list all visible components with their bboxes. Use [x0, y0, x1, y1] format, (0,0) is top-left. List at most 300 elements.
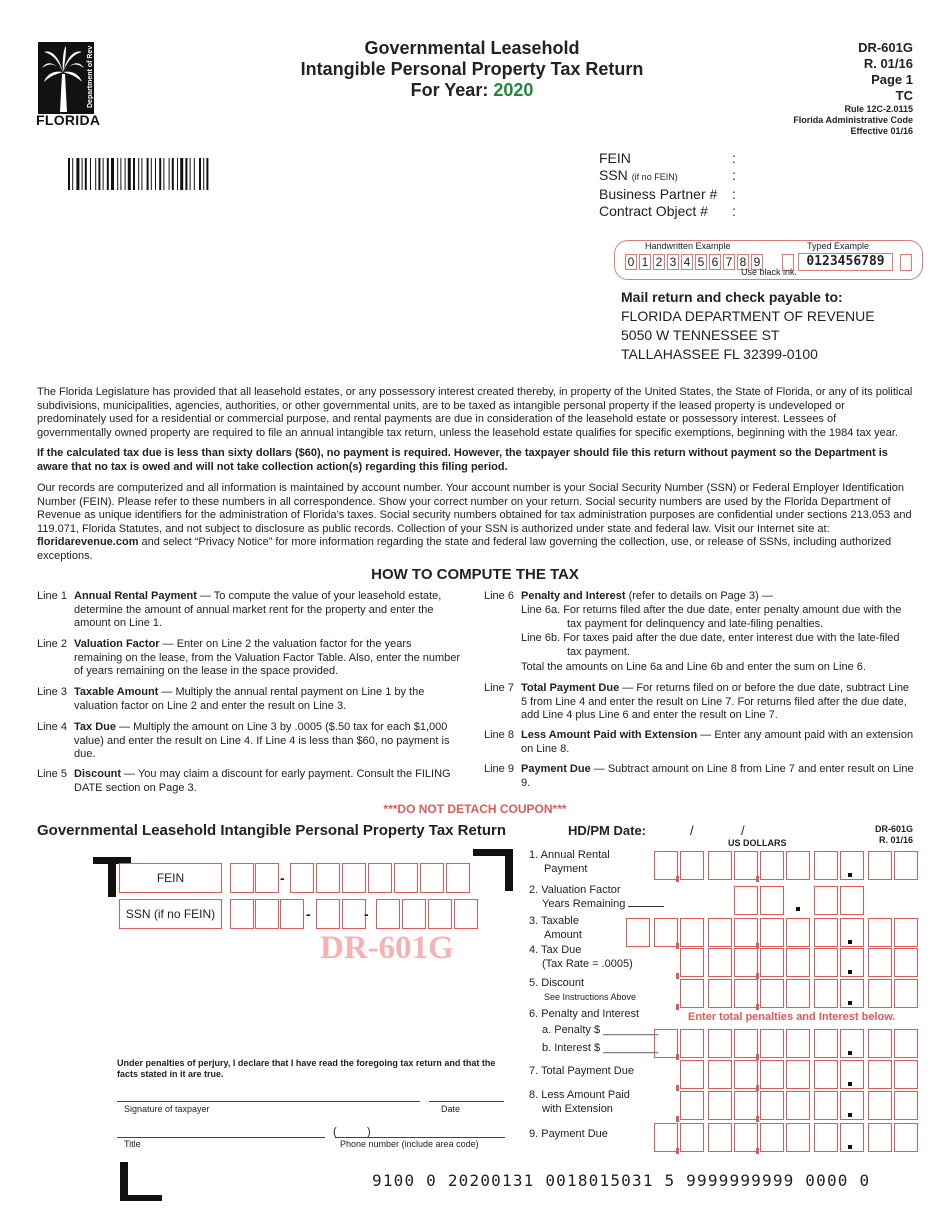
- valuation-factor-box[interactable]: [760, 886, 784, 915]
- line-title: Penalty and Interest: [521, 590, 626, 602]
- valuation-factor-box[interactable]: [840, 886, 864, 915]
- decimal-point: [848, 1051, 852, 1055]
- line-title: Payment Due: [521, 763, 591, 775]
- amount-digit-box[interactable]: [840, 979, 864, 1008]
- amount-digit-box[interactable]: [654, 1029, 678, 1058]
- amount-digit-box[interactable]: [786, 1060, 810, 1089]
- account-identifiers: [599, 150, 736, 220]
- amount-digit-box[interactable]: [894, 1123, 918, 1152]
- line-text: [521, 590, 914, 604]
- fein-digit-box[interactable]: [420, 863, 444, 893]
- line-body: (refer to details on Page 3) —: [625, 590, 773, 602]
- barcode-bar: [68, 158, 70, 190]
- contract-object-row: [599, 203, 736, 220]
- amount-digit-box[interactable]: [734, 1029, 758, 1058]
- barcode-bar: [103, 158, 104, 190]
- thousands-separator: [756, 1004, 763, 1010]
- barcode-bar: [133, 158, 135, 190]
- department-of-revenue-text: Department of Revenue: [87, 46, 94, 108]
- digit-1: 1: [639, 254, 651, 270]
- line-text: [74, 768, 462, 795]
- page-number: Page 1: [871, 72, 913, 87]
- privacy-text: Our records are computerized and all information is maintained by account number. Your account number is your Social Security Number (SSN) or Federal Employer Identification Number (FEIN). Please refer to these numbers in all correspondence. Show your correct number on your return. Social security numbers are used by the Florida Department of Revenue as unique identifiers for the administration of Florida's taxes. Social security numbers obtained for tax administration purposes are confidential under sections 213.053 and 119.071, Florida Statutes, and not subject to disclosure as public records. Collection of your SSN is authorized under state and federal law. Visit our Internet site at:: [37, 482, 912, 535]
- amount-digit-box[interactable]: [760, 1029, 784, 1058]
- form-identifier: [793, 40, 913, 137]
- how-to-heading: HOW TO COMPUTE THE TAX: [371, 566, 579, 583]
- enter-total-penalties-note: Enter total penalties and Interest below.: [688, 1011, 896, 1023]
- amount-digit-box[interactable]: [680, 1091, 704, 1120]
- digit-3: 3: [667, 254, 679, 270]
- line-text: [74, 721, 462, 762]
- line-3-label: 3. Taxable: [529, 915, 579, 927]
- amount-digit-box[interactable]: [814, 1029, 838, 1058]
- digit-8: 8: [737, 254, 749, 270]
- amount-digit-box[interactable]: [786, 918, 810, 947]
- registration-mark: [108, 857, 116, 897]
- line-5-label: 5. Discount: [529, 977, 585, 989]
- amount-digit-box[interactable]: [786, 979, 810, 1008]
- instruction-line-1: [37, 590, 462, 632]
- instruction-line-2: [37, 638, 462, 680]
- barcode-bar: [117, 158, 118, 190]
- signature-line[interactable]: [117, 1101, 420, 1102]
- amount-digit-box[interactable]: [840, 1029, 864, 1058]
- line-5-note: See Instructions Above: [544, 991, 637, 1002]
- fein-digit-box[interactable]: [446, 863, 470, 893]
- empty-box: [900, 254, 912, 271]
- amount-digit-box[interactable]: [734, 948, 758, 977]
- form-watermark: DR-601G: [320, 930, 454, 966]
- line-4-label: 4. Tax Due: [529, 944, 582, 956]
- barcode-bar: [172, 158, 174, 190]
- phone-paren-open: (: [333, 1126, 337, 1138]
- thousands-separator: [756, 1116, 763, 1122]
- perjury-statement: Under penalties of perjury, I declare that I have read the foregoing tax return and that the facts stated in it are true.: [117, 1058, 496, 1079]
- ssn-colon: :: [732, 167, 736, 183]
- registration-mark: [505, 849, 513, 891]
- amount-digit-box[interactable]: [708, 1091, 732, 1120]
- line-body: — Subtract amount on Line 8 from Line 7 and enter result on Line 9.: [521, 763, 914, 789]
- amount-digit-box[interactable]: [708, 979, 732, 1008]
- barcode-bar: [147, 158, 149, 190]
- revision: R. 01/16: [863, 56, 913, 71]
- amount-digit-box[interactable]: [786, 948, 810, 977]
- barcode-bar: [141, 158, 142, 190]
- instruction-line-6a: [521, 604, 914, 631]
- mail-line-1: FLORIDA DEPARTMENT OF REVENUE: [621, 308, 875, 324]
- ssn-digit-box[interactable]: [342, 899, 366, 929]
- tax-year: 2020: [493, 80, 534, 100]
- decimal-point: [848, 1113, 852, 1117]
- thousands-separator: [676, 1004, 683, 1010]
- barcode-bar: [190, 158, 191, 190]
- thousands-separator: [756, 1148, 763, 1154]
- business-partner-colon: :: [732, 186, 736, 202]
- decimal-point: [796, 907, 800, 911]
- coupon-line-3: [529, 915, 582, 942]
- amount-digit-box[interactable]: [626, 918, 650, 947]
- amount-digit-box[interactable]: [868, 918, 892, 947]
- logo-text: FLORIDA: [36, 112, 101, 128]
- valuation-factor-box[interactable]: [814, 886, 838, 915]
- decimal-point: [848, 940, 852, 944]
- amount-digit-box[interactable]: [734, 918, 758, 947]
- title-line-1: Governmental Leasehold: [364, 38, 580, 58]
- ssn-field-label: SSN (if no FEIN): [119, 899, 222, 929]
- amount-digit-box[interactable]: [894, 1091, 918, 1120]
- instruction-line-8: [484, 729, 914, 757]
- digit-5: 5: [695, 254, 707, 270]
- coupon-revision: R. 01/16: [878, 835, 913, 845]
- amount-digit-box[interactable]: [868, 1091, 892, 1120]
- line-title: Annual Rental Payment: [74, 590, 197, 602]
- amount-digit-box[interactable]: [894, 1060, 918, 1089]
- amount-digit-box[interactable]: [708, 948, 732, 977]
- line-number: Line 7: [484, 682, 514, 694]
- instruction-line-6-total: Total the amounts on Line 6a and Line 6b and enter the sum on Line 6.: [521, 661, 866, 673]
- phone-line[interactable]: [335, 1137, 505, 1138]
- title-line-3: [270, 80, 674, 101]
- intro-paragraph-2: If the calculated tax due is less than sixty dollars ($60), no payment is required. However, the taxpayer should file this return without payment so the Department is aware that no tax is owed and will not take collection action(s) regarding this filing period.: [37, 447, 888, 473]
- ssn-digit-box[interactable]: [402, 899, 426, 929]
- line-number: Line 4: [37, 721, 67, 733]
- department-of-revenue-label: [84, 46, 94, 110]
- line-number: Line 3: [37, 686, 67, 698]
- coupon-line-2: [529, 884, 664, 911]
- amount-digit-box[interactable]: [734, 979, 758, 1008]
- amount-digit-box[interactable]: [868, 851, 892, 880]
- amount-digit-box[interactable]: [734, 851, 758, 880]
- line-body: — For returns filed on or before the due date, subtract Line 5 from Line 4 and enter the result on Line 7. For returns filed after the due date, add Line 4 plus Line 6 and enter the result on Line 7.: [521, 682, 910, 722]
- amount-digit-box[interactable]: [680, 979, 704, 1008]
- title-label: Title: [124, 1139, 141, 1149]
- fein-digit-box[interactable]: [368, 863, 392, 893]
- instruction-line-9: [484, 763, 914, 791]
- digit-0: 0: [625, 254, 637, 270]
- dor-website-link[interactable]: floridarevenue.com: [37, 536, 139, 549]
- line-2-label: 2. Valuation Factor: [529, 884, 621, 896]
- business-partner-row: [599, 186, 736, 203]
- amount-digit-box[interactable]: [786, 1091, 810, 1120]
- ssn-digit-box[interactable]: [316, 899, 340, 929]
- barcode-bar: [185, 158, 187, 190]
- amount-digit-box[interactable]: [760, 851, 784, 880]
- coupon-line-9: 9. Payment Due: [529, 1128, 608, 1140]
- fein-digit-box[interactable]: [230, 863, 254, 893]
- amount-digit-box[interactable]: [840, 1123, 864, 1152]
- amount-digit-box[interactable]: [734, 1060, 758, 1089]
- line-title: Valuation Factor: [74, 638, 160, 650]
- us-dollars-label: US DOLLARS: [728, 838, 787, 848]
- phone-paren-close: ): [367, 1126, 371, 1138]
- line-text: [521, 763, 914, 790]
- amount-digit-box[interactable]: [894, 979, 918, 1008]
- coupon-line-1: [529, 849, 610, 876]
- amount-digit-box[interactable]: [708, 1029, 732, 1058]
- ssn-row: [599, 167, 736, 186]
- ssn-digit-box[interactable]: [454, 899, 478, 929]
- amount-digit-box[interactable]: [868, 1123, 892, 1152]
- line-body: — Multiply the annual rental payment on Line 1 by the valuation factor on Line 2 and enter the result on Line 3.: [74, 686, 425, 712]
- amount-digit-box[interactable]: [680, 851, 704, 880]
- amount-digit-box[interactable]: [840, 1060, 864, 1089]
- amount-digit-box[interactable]: [708, 851, 732, 880]
- digit-2: 2: [653, 254, 665, 270]
- barcode-bar: [206, 158, 208, 190]
- amount-digit-box[interactable]: [894, 918, 918, 947]
- line-1-label: 1. Annual Rental: [529, 849, 610, 861]
- barcode: [68, 158, 258, 190]
- date-label: Date: [441, 1104, 461, 1114]
- amount-digit-box[interactable]: [760, 1123, 784, 1152]
- fein-digit-box[interactable]: [394, 863, 418, 893]
- ssn-note: (if no FEIN): [631, 172, 678, 182]
- line-number: Line 9: [484, 763, 514, 775]
- line-title: Total Payment Due: [521, 682, 620, 694]
- amount-digit-box[interactable]: [708, 918, 732, 947]
- amount-digit-box[interactable]: [814, 1123, 838, 1152]
- line-body: — Multiply the amount on Line 3 by .0005 ($.50 tax for each $1,000 value) and enter the result on Line 4. If Line 4 is less than $60, no payment is due.: [74, 721, 450, 761]
- decimal-point: [848, 873, 852, 877]
- amount-digit-box[interactable]: [814, 979, 838, 1008]
- amount-digit-box[interactable]: [894, 948, 918, 977]
- barcode-bar: [72, 158, 73, 190]
- amount-digit-box[interactable]: [760, 1060, 784, 1089]
- ssn-label: [599, 167, 732, 186]
- coupon-title: Governmental Leasehold Intangible Personal Property Tax Return: [37, 822, 506, 839]
- amount-digit-box[interactable]: [868, 979, 892, 1008]
- do-not-detach-notice: ***DO NOT DETACH COUPON***: [383, 802, 567, 816]
- ink-note: Use black ink.: [741, 267, 798, 277]
- contract-object-label: Contract Object #: [599, 203, 708, 219]
- mail-line-3: TALLAHASSEE FL 32399-0100: [621, 346, 818, 362]
- amount-digit-box[interactable]: [814, 851, 838, 880]
- barcode-bar: [199, 158, 201, 190]
- date-separator: /: [741, 823, 745, 838]
- amount-digit-box[interactable]: [814, 948, 838, 977]
- barcode-bar: [90, 158, 91, 190]
- instruction-line-6b: [521, 632, 914, 659]
- line-text: [74, 686, 462, 713]
- ssn-digit-box[interactable]: [376, 899, 400, 929]
- date-separator: /: [690, 823, 694, 838]
- barcode-bar: [177, 158, 178, 190]
- line-title: Discount: [74, 768, 122, 780]
- amount-digit-box[interactable]: [786, 1123, 810, 1152]
- line-title: Tax Due: [74, 721, 116, 733]
- coupon-line-4: [529, 944, 633, 971]
- amount-digit-box[interactable]: [760, 979, 784, 1008]
- amount-digit-box[interactable]: [760, 948, 784, 977]
- line-8-label: 8. Less Amount Paid: [529, 1089, 630, 1101]
- amount-digit-box[interactable]: [868, 948, 892, 977]
- amount-digit-box[interactable]: [786, 851, 810, 880]
- title-line-2: Intangible Personal Property Tax Return: [300, 59, 644, 79]
- fein-label: FEIN: [599, 150, 631, 166]
- ssn-digit-box[interactable]: [230, 899, 254, 929]
- amount-digit-box[interactable]: [786, 1029, 810, 1058]
- amount-digit-box[interactable]: [840, 918, 864, 947]
- registration-mark: [120, 1195, 162, 1201]
- barcode-bar: [82, 158, 83, 190]
- line-text: [74, 638, 462, 679]
- date-line[interactable]: [429, 1101, 504, 1102]
- ssn-dash: -: [306, 906, 311, 922]
- line-body: — Enter on Line 2 the valuation factor for the years remaining on the lease, from the Valuation Factor Table. Also, enter the number of years remaining on the lease in the space provided.: [74, 638, 461, 678]
- penalty-input[interactable]: a. Penalty $ _________: [542, 1023, 659, 1036]
- amount-digit-box[interactable]: [760, 918, 784, 947]
- amount-digit-box[interactable]: [814, 1060, 838, 1089]
- amount-digit-box[interactable]: [894, 851, 918, 880]
- phone-label: Phone number (include area code): [340, 1139, 479, 1149]
- amount-digit-box[interactable]: [840, 948, 864, 977]
- amount-digit-box[interactable]: [734, 1091, 758, 1120]
- instruction-line-7: [484, 682, 914, 724]
- decimal-point: [848, 1082, 852, 1086]
- barcode-bar: [155, 158, 156, 190]
- line-number: Line 8: [484, 729, 514, 741]
- typed-example-label: Typed Example: [807, 241, 870, 251]
- amount-digit-box[interactable]: [868, 1029, 892, 1058]
- handwritten-example-label: Handwritten Example: [645, 241, 731, 251]
- digit-4: 4: [681, 254, 693, 270]
- line-title: Less Amount Paid with Extension: [521, 729, 698, 741]
- line-6b-text: Line 6b. For taxes paid after the due date, enter interest due with the late-filed tax payment.: [521, 632, 900, 658]
- coupon-line-5: [529, 977, 636, 1004]
- barcode-bar: [194, 158, 195, 190]
- amount-digit-box[interactable]: [760, 1091, 784, 1120]
- amount-digit-box[interactable]: [680, 948, 704, 977]
- intro-paragraph-1: The Florida Legislature has provided that all leasehold estates, or any possessory interest created thereby, in property of the United States, the State of Florida, or any of its political subdivisions, municipalities, agencies, authorities, or other governmental units, are to be taxed as intangible personal property if the leased property is undeveloped or predominately used for a residential or commercial purpose, and rental payments are due in consideration of the leasehold estate or possessory interest. Lessees of governmentally owned property are required to file an annual intangible tax return, unless the leasehold estate qualifies for specific exemptions, beginning with the 1984 tax year.: [37, 386, 913, 439]
- barcode-bar: [203, 158, 204, 190]
- barcode-bar: [151, 158, 152, 190]
- years-remaining-input[interactable]: [628, 906, 664, 907]
- coupon-line-6: [529, 1008, 658, 1056]
- amount-digit-box[interactable]: [894, 1029, 918, 1058]
- digit-9: 9: [751, 254, 763, 270]
- amount-digit-box[interactable]: [680, 918, 704, 947]
- title-line[interactable]: [117, 1137, 325, 1138]
- tc-label: TC: [895, 88, 913, 103]
- amount-digit-box[interactable]: [868, 1060, 892, 1089]
- line-1-label-2: Payment: [544, 862, 588, 875]
- barcode-bar: [98, 158, 100, 190]
- fein-digit-box[interactable]: [290, 863, 314, 893]
- fein-digit-box[interactable]: [342, 863, 366, 893]
- barcode-bar: [95, 158, 96, 190]
- rule: Rule 12C-2.0115: [844, 104, 913, 114]
- amount-digit-box[interactable]: [734, 1123, 758, 1152]
- barcode-bar: [107, 158, 109, 190]
- line-text: [521, 682, 914, 723]
- ssn-digit-box[interactable]: [428, 899, 452, 929]
- instruction-line-4: [37, 721, 462, 763]
- form-title: [270, 38, 674, 101]
- line-number: Line 6: [484, 590, 514, 602]
- amount-digit-box[interactable]: [840, 1091, 864, 1120]
- instruction-line-5: [37, 768, 462, 796]
- line-6a-text: Line 6a. For returns filed after the due date, enter penalty amount due with the tax payment for delinquency and late-filing penalties.: [521, 604, 902, 630]
- barcode-bar: [163, 158, 164, 190]
- line-text: [74, 590, 462, 631]
- instruction-line-6: [484, 590, 914, 604]
- amount-digit-box[interactable]: [680, 1029, 704, 1058]
- decimal-point: [848, 1001, 852, 1005]
- intro-paragraph-3: [37, 482, 913, 564]
- mail-line-2: 5050 W TENNESSEE ST: [621, 327, 780, 343]
- decimal-point: [848, 970, 852, 974]
- line-body: — To compute the value of your leasehold estate, determine the amount of annual market rent for the property and enter the amount on Line 1.: [74, 590, 442, 630]
- fein-dash: -: [280, 870, 285, 886]
- interest-input[interactable]: b. Interest $ _________: [542, 1042, 659, 1055]
- amount-digit-box[interactable]: [654, 851, 678, 880]
- barcode-bar: [111, 158, 114, 190]
- admin-code: Florida Administrative Code: [793, 115, 913, 125]
- amount-digit-box[interactable]: [654, 1123, 678, 1152]
- barcode-bar: [159, 158, 161, 190]
- amount-digit-box[interactable]: [814, 1091, 838, 1120]
- line-number: Line 1: [37, 590, 67, 602]
- effective-date: Effective 01/16: [850, 126, 913, 136]
- fein-row: [599, 150, 736, 167]
- line-2-label-2: [529, 898, 664, 912]
- line-body: — Enter any amount paid with an extension on Line 8.: [521, 729, 914, 755]
- mail-heading: Mail return and check payable to:: [621, 289, 843, 305]
- amount-digit-box[interactable]: [814, 918, 838, 947]
- thousands-separator: [676, 1116, 683, 1122]
- line-number: Line 5: [37, 768, 67, 780]
- digit-6: 6: [709, 254, 721, 270]
- fein-field-label: FEIN: [119, 863, 222, 893]
- amount-digit-box[interactable]: [680, 1060, 704, 1089]
- line-title: Taxable Amount: [74, 686, 159, 698]
- thousands-separator: [676, 876, 683, 882]
- thousands-separator: [676, 1148, 683, 1154]
- line-8-label-2: with Extension: [542, 1102, 613, 1115]
- amount-digit-box[interactable]: [708, 1060, 732, 1089]
- ocr-scan-line: 9100 0 20200131 0018015031 5 9999999999 0000 0: [372, 1171, 871, 1190]
- amount-digit-box[interactable]: [708, 1123, 732, 1152]
- instruction-line-3: [37, 686, 462, 714]
- barcode-bar: [120, 158, 121, 190]
- coupon-form-number: DR-601G: [874, 824, 913, 834]
- amount-digit-box[interactable]: [654, 918, 678, 947]
- business-partner-label: Business Partner #: [599, 186, 718, 202]
- barcode-bar: [180, 158, 183, 190]
- ssn-digit-box[interactable]: [280, 899, 304, 929]
- privacy-text-end: and select “Privacy Notice” for more information regarding the state and federal law governing the collection, use, or release of SSNs, including authorized exceptions.: [37, 536, 892, 562]
- signature-label: Signature of taxpayer: [124, 1104, 210, 1114]
- barcode-bar: [85, 158, 87, 190]
- thousands-separator: [756, 876, 763, 882]
- valuation-factor-box[interactable]: [734, 886, 758, 915]
- coupon-line-7: 7. Total Payment Due: [529, 1065, 634, 1077]
- amount-digit-box[interactable]: [680, 1123, 704, 1152]
- contract-object-colon: :: [732, 203, 736, 219]
- digit-7: 7: [723, 254, 735, 270]
- fein-digit-box[interactable]: [316, 863, 340, 893]
- mailing-address: [621, 288, 875, 364]
- handwriting-example-box: [614, 240, 923, 280]
- ssn-digit-box[interactable]: [255, 899, 279, 929]
- form-number: DR-601G: [858, 40, 913, 55]
- coupon-line-8: [529, 1089, 630, 1116]
- barcode-bar: [169, 158, 170, 190]
- line-3-label-2: Amount: [544, 928, 582, 941]
- fein-digit-box[interactable]: [255, 863, 279, 893]
- amount-digit-box[interactable]: [840, 851, 864, 880]
- line-4-label-2: (Tax Rate = .0005): [542, 957, 633, 970]
